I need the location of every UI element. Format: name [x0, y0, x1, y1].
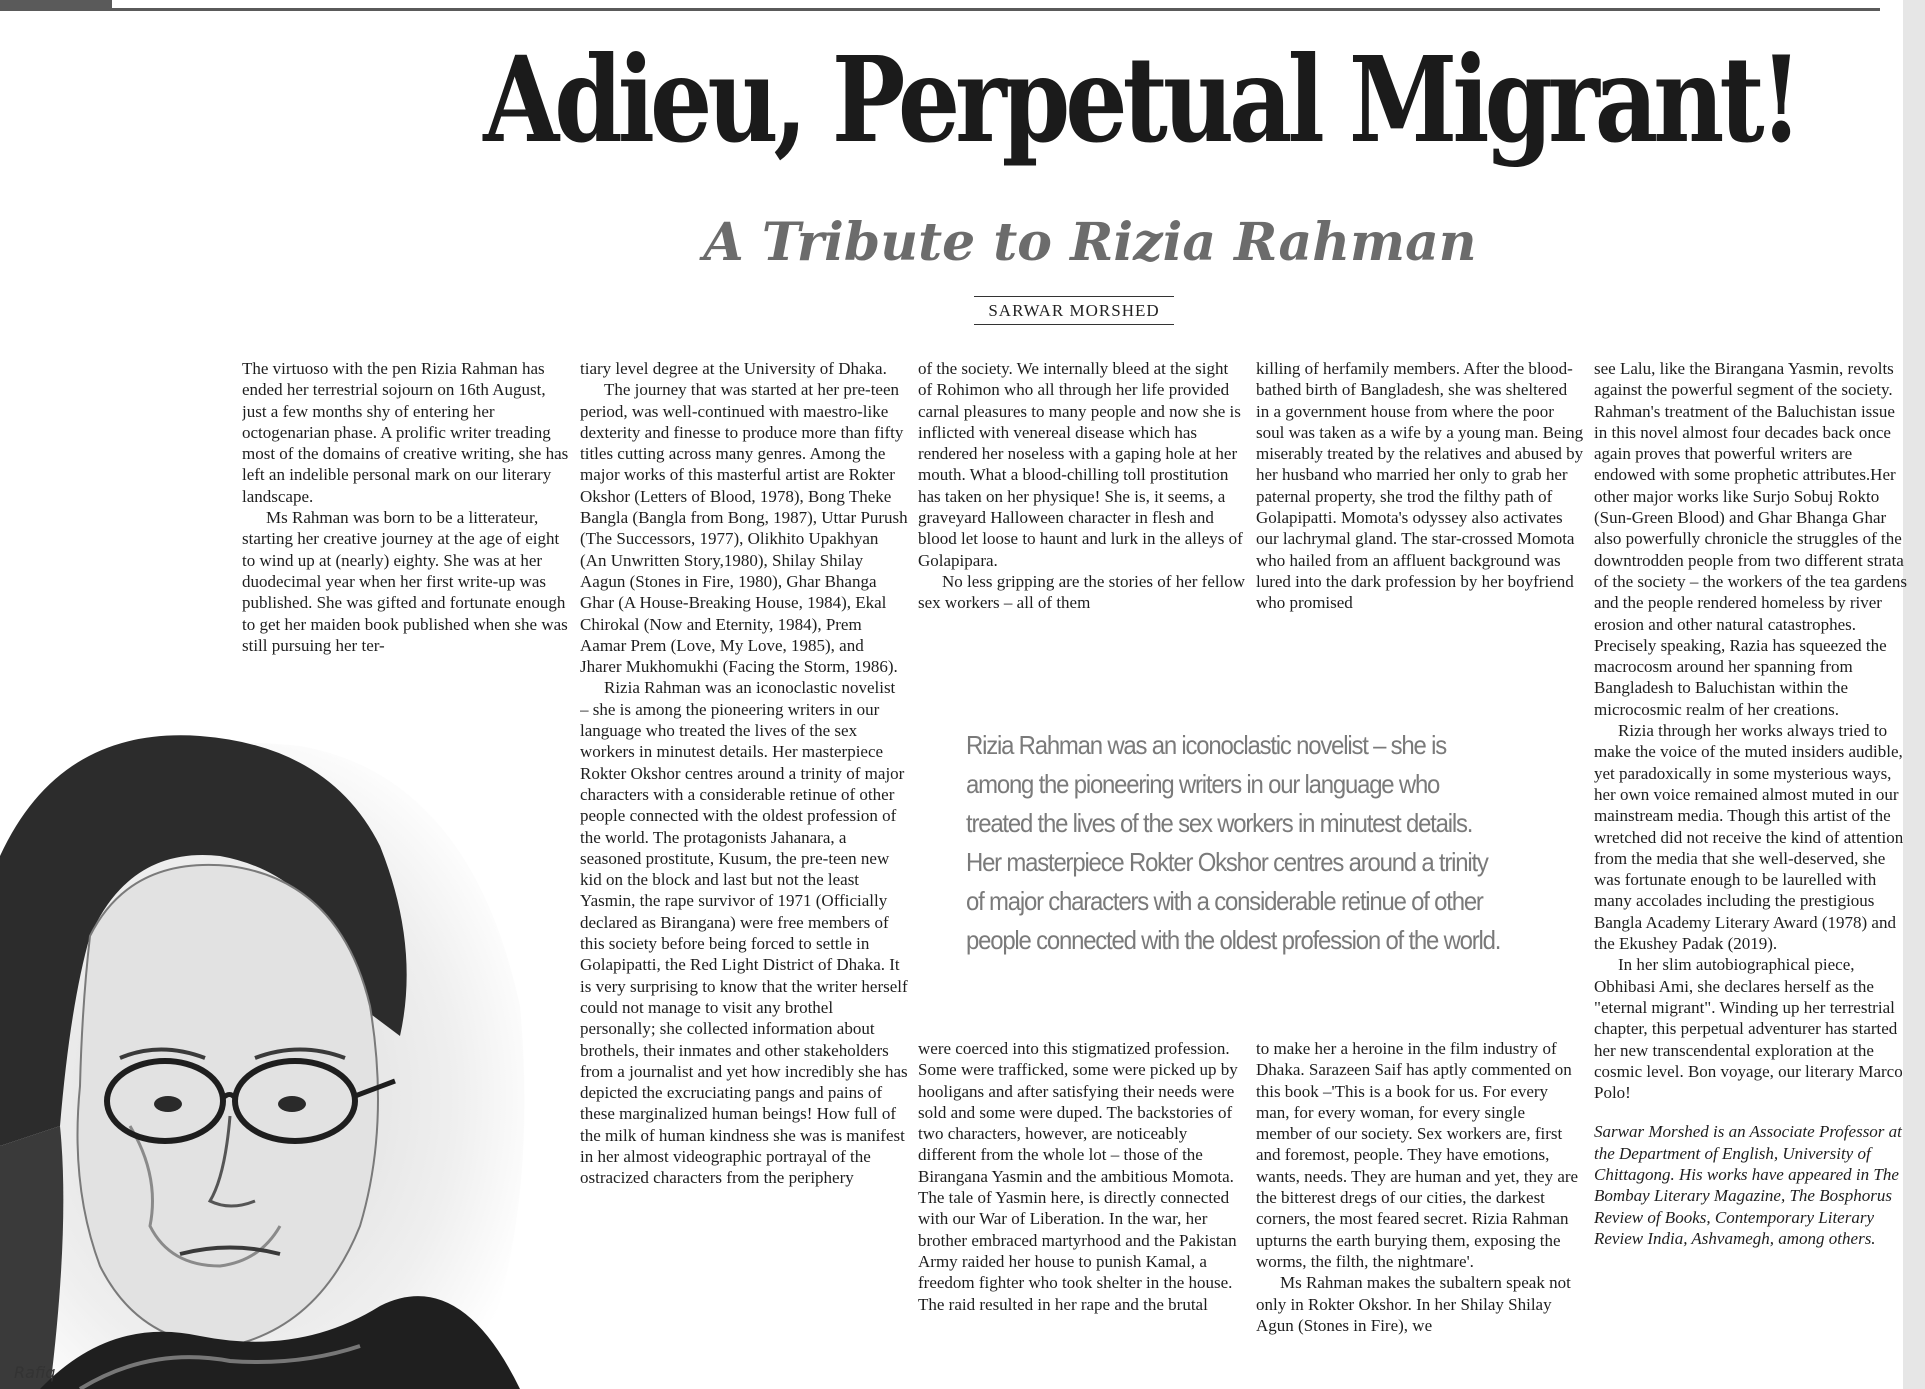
paragraph: In her slim autobiographical piece, Obhibasi Ami, she declares herself as the "eternal migrant". Winding up her terrestrial chapter, this perpetual adventurer has started her new transcendental exploration at the cosmic level. Bon voyage, our literary Marco Polo! — [1594, 955, 1903, 1103]
pull-quote: Rizia Rahman was an iconoclastic novelist – she is among the pioneering writers in our language who treated the lives of the sex workers in minutest details. Her masterpiece Rokter Okshor centres around a trinity of major characters with a considerable retinue of other people connected with the oldest profession of the world. — [966, 730, 1501, 955]
article-subtitle: A Tribute to Rizia Rahman — [703, 212, 1477, 273]
column-3-bottom — [918, 1038, 1246, 1380]
hair-left — [0, 1126, 63, 1389]
paragraph: killing of herfamily members. After the blood-bathed birth of Bangladesh, she was sheltered in a government house from where the poor soul was taken as a wife by a young man. Being miserably treated by the relatives and abused by her husband who married her only to grab her paternal property, she trod the filthy path of Golapipatti. Momota's odyssey also activates our lachrymal gland. The star-crossed Momota who hailed from an affluent background was lured into the dark profession by her boyfriend who promised — [1256, 359, 1584, 613]
top-rule — [0, 8, 1880, 11]
paragraph: Rizia through her works always tried to make the voice of the muted insiders audible, yet paradoxically in some mysterious ways, her own voice remained almost muted in our mainstream media. Though this artist of the wretched did not receive the kind of attention from the media that she well-deserved, she was fortunate enough to be laurelled with many accolades including the prestigious Bangla Academy Literary Award (1978) and the Ekushey Padak (2019). — [1594, 721, 1904, 954]
column-4-bottom — [1256, 1038, 1584, 1380]
paragraph: Rizia Rahman was an iconoclastic novelist – she is among the pioneering writers in our language who treated the lives of the sex workers in minutest details. Her masterpiece Rokter Okshor centres around a trinity of major characters with a considerable retinue of other people connected with the oldest profession of the world. The protagonists Jahanara, a seasoned prostitute, Kusum, the pre-teen new kid on the block and last but not the least Yasmin, the rape survivor of 1971 (Officially declared as Birangana) were free members of this society before being forced to settle in Golapipatti, the Red Light District of Dhaka. It is very surprising to know that the writer herself could not manage to visit any brothel personally; she collected information about brothels, their inmates and other stakeholders from a journalist and yet how incredibly she has depicted the excruciating pangs and pains of these marginalized human beings! How full of the milk of human kindness she was is manifest in her almost videographic portrayal of the ostracized characters from the periphery — [580, 678, 908, 1188]
paragraph: Ms Rahman was born to be a litterateur, starting her creative journey at the age of eight to wind up at (nearly) eighty. She was at her duodecimal year when her first write-up was published. She was gifted and fortunate enough to get her maiden book published when she was still pursuing her ter- — [242, 508, 568, 655]
right-eye — [278, 1096, 306, 1112]
column-2 — [580, 358, 908, 1376]
paragraph: of the society. We internally bleed at the sight of Rohimon who all through her life provided carnal pleasures to many people and now she is inflicted with venereal disease which has rendered her noseless with a gaping hole at her mouth. What a blood-chilling toll prostitution has taken on her physique! She is, it seems, a graveyard Halloween character in flesh and blood let loose to haunt and lurk in the alleys of Golapipara. — [918, 359, 1243, 570]
paragraph: Ms Rahman makes the subaltern speak not only in Rokter Okshor. In her Shilay Shilay Agun (Stones in Fire), we — [1256, 1273, 1571, 1335]
face — [78, 865, 379, 1346]
author-bio: Sarwar Morshed is an Associate Professor at the Department of English, University of Chittagong. His works have appeared in The Bombay Literary Magazine, The Bosphorus Review of Books, Contemporary Literary Review India, Ashvamegh, among others. — [1594, 1122, 1902, 1248]
paragraph: tiary level degree at the University of Dhaka. — [580, 359, 887, 378]
paragraph: were coerced into this stigmatized profession. Some were trafficked, some were picked up by hooligans and after satisfying their needs were sold and some were duped. The backstories of two characters, however, are noticeably different from the whole lot – those of the Birangana Yasmin and the ambitious Momota. The tale of Yasmin here, is directly connected with our War of Liberation. In the war, her brother embraced martyrhood and the Pakistan Army raided her house to punish Kamal, a freedom fighter who took shelter in the house. The raid resulted in her rape and the brutal — [918, 1039, 1238, 1314]
column-4-top — [1256, 358, 1584, 654]
paragraph: to make her a heroine in the film industry of Dhaka. Sarazeen Saif has aptly commented on this book –'This is a book for us. For every man, for every woman, for every single member of our society. Sex workers are, first and foremost, people. They have emotions, wants, needs. They are human and yet, they are the bitterest dregs of our cities, the darkest corners, the most feared secret. Rizia Rahman upturns the earth burying them, exposing the worms, the filth, the nightmare'. — [1256, 1039, 1579, 1271]
article-headline: Adieu, Perpetual Migrant! — [483, 30, 1798, 169]
paragraph: No less gripping are the stories of her fellow sex workers – all of them — [918, 571, 1246, 613]
left-eye — [154, 1096, 182, 1112]
paragraph: see Lalu, like the Birangana Yasmin, revolts against the powerful segment of the society. Rahman's treatment of the Baluchistan issue in this novel almost four decades back once again proves that powerful writers are endowed with some prophetic attributes.Her other major works like Surjo Sobuj Rokto (Sun-Green Blood) and Ghar Bhanga Ghar also powerfully chronicle the struggles of the downtrodden people from two different strata of the society – the workers of the tea gardens and the people rendered homeless by river erosion and other natural catastrophes. Precisely speaking, Razia has squeezed the macrocosm around her spanning from Bangladesh to Baluchistan within the microcosmic realm of her creations. — [1594, 359, 1907, 719]
portrait-illustration — [0, 706, 560, 1389]
paragraph: The virtuoso with the pen Rizia Rahman has ended her terrestrial sojourn on 16th August, just a few months shy of entering her octogenarian phase. A prolific writer treading most of the domains of creative writing, she has left an indelible personal mark on our literary landscape. — [242, 359, 569, 506]
column-3-top — [918, 358, 1246, 654]
column-5 — [1594, 358, 1912, 1376]
byline: SARWAR MORSHED — [974, 296, 1174, 325]
paragraph: The journey that was started at her pre-teen period, was well-continued with maestro-like dexterity and finesse to produce more than fifty titles cutting across many genres. Among the major works of this masterful artist are Rokter Okshor (Letters of Blood, 1978), Bong Theke Bangla (Bangla from Bong, 1987), Uttar Purush (The Successors, 1977), Olikhito Upakhyan (An Unwritten Story,1980), Shilay Shilay Aagun (Stones in Fire, 1980), Ghar Bhanga Ghar (A House-Breaking House, 1984), Ekal Chirokal (Now and Eternity, 1984), Prem Aamar Prem (Love, My Love, 1985), and Jharer Mukhomukhi (Facing the Storm, 1986). — [580, 380, 908, 677]
artist-signature: Rafiq — [14, 1363, 56, 1382]
column-1 — [242, 358, 570, 698]
